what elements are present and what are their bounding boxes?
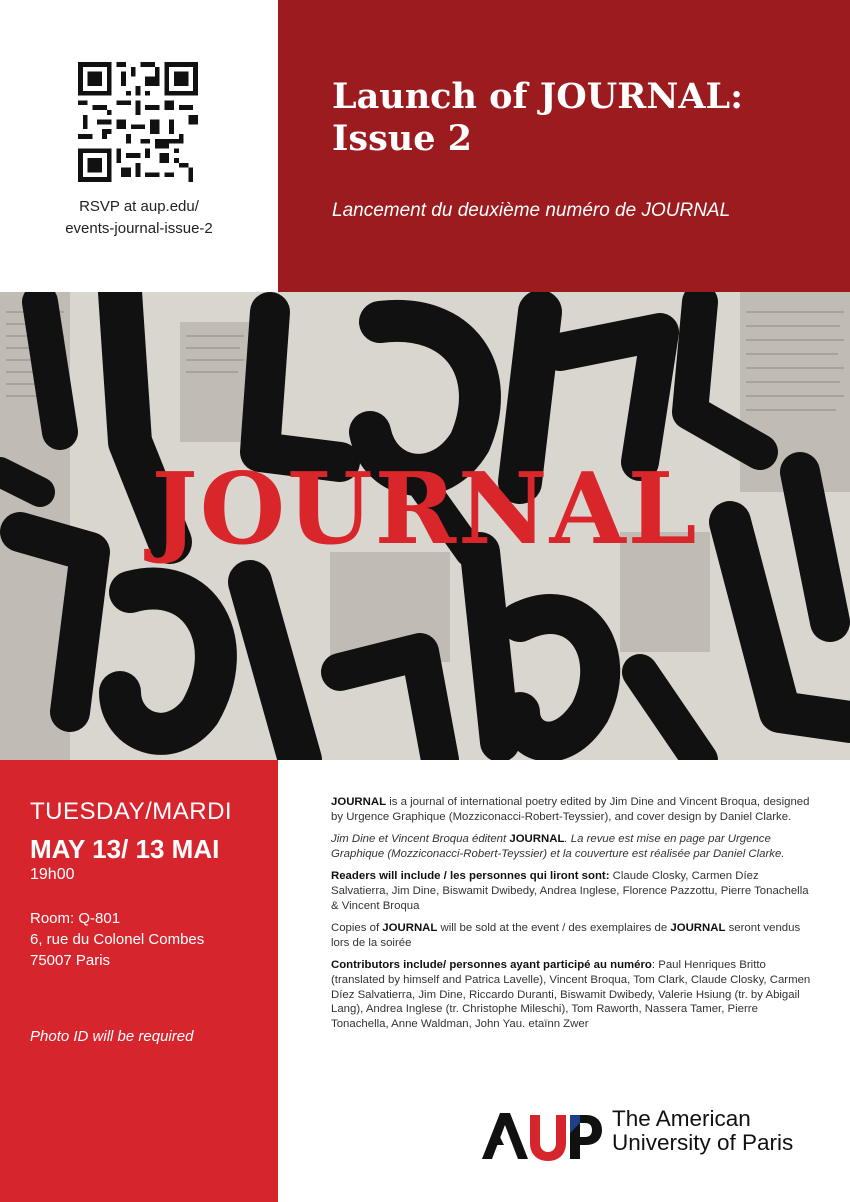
event-location <box>30 908 204 971</box>
title-line-2: Issue 2 <box>332 118 473 159</box>
copies-text-3: seront vendus lors de la soirée <box>331 922 801 949</box>
aup-logo-mark <box>480 1109 604 1161</box>
title-line-1: Launch of JOURNAL: <box>332 76 744 117</box>
copies-text-1: Copies of <box>331 922 383 935</box>
about-section <box>331 795 817 1039</box>
aup-logo[interactable] <box>480 1107 820 1167</box>
cover-journal-wordmark: JOURNAL <box>151 452 699 567</box>
rsvp-panel <box>0 0 278 292</box>
event-details <box>0 760 278 1202</box>
photo-id-note: Photo ID will be required <box>30 1028 194 1045</box>
page-subtitle: Lancement du deuxième numéro de JOURNAL <box>332 200 731 221</box>
event-date: MAY 13/ 13 MAI <box>30 834 220 864</box>
readers-paragraph <box>331 869 817 913</box>
readers-list: Claude Closky, Carmen Díez Salvatierra, Jim Dine, Biswamit Dwibedy, Andrea Inglese, Florence Pazzottu, Pierre Tonachella & Vincent Broqua <box>331 870 809 912</box>
contributors-label: Contributors include/ personnes ayant participé au numéro <box>331 959 652 972</box>
journal-name: JOURNAL <box>670 922 726 935</box>
about-text-fr-1: Jim Dine et Vincent Broqua éditent <box>331 833 510 846</box>
logo-name-line-2: University of Paris <box>612 1130 794 1155</box>
cover-image <box>0 292 850 760</box>
event-time: 19h00 <box>30 866 75 883</box>
journal-name: JOURNAL <box>382 922 438 935</box>
copies-paragraph <box>331 921 817 950</box>
logo-name-line-1: The American <box>612 1106 751 1131</box>
about-paragraph-fr <box>331 832 817 861</box>
about-paragraph-en <box>331 795 817 824</box>
page-title <box>332 76 832 160</box>
event-day: TUESDAY/MARDI <box>30 798 233 825</box>
readers-label: Readers will include / les personnes qui liront sont: <box>331 870 610 883</box>
rsvp-text <box>0 196 278 240</box>
about-text-en: is a journal of international poetry edited by Jim Dine and Vincent Broqua, designed by Urgence Graphique (Mozziconacci-Robert-Teyssier), and cover design by Daniel Clarke. <box>331 796 810 823</box>
event-street: 6, rue du Colonel Combes <box>30 931 205 948</box>
event-city: 75007 Paris <box>30 952 111 969</box>
contributors-list: : Paul Henriques Britto (translated by himself and Patrica Lavelle), Vincent Broqua, Tom Clark, Claude Closky, Carmen Díez Salvatierra, Jim Dine, Riccardo Duranti, Biswamit Dwibedy, Valerie Hsiung (tr. by Abigail Lang), Andrea Inglese (tr. Christophe Mileschi), Tom Raworth, Nassera Tamer, Pierre Tonachella, Anne Waldman, John Yau. etaïnn Zwer <box>331 959 811 1030</box>
qr-code[interactable] <box>78 62 198 182</box>
rsvp-url[interactable]: events-journal-issue-2 <box>65 220 213 237</box>
rsvp-line-1: RSVP at aup.edu/ <box>79 198 199 215</box>
contributors-paragraph <box>331 958 817 1031</box>
copies-text-2: will be sold at the event / des exemplaires de <box>437 922 671 935</box>
journal-name: JOURNAL <box>509 833 565 846</box>
journal-name: JOURNAL <box>331 796 387 808</box>
about-text-fr-2: . La revue est mise en page par Urgence Graphique (Mozziconacci-Robert-Teyssier) et la couverture est réalisée par Daniel Clarke. <box>331 833 785 860</box>
aup-logo-name <box>612 1107 793 1155</box>
event-room: Room: Q-801 <box>30 910 121 927</box>
header-banner <box>278 0 850 292</box>
